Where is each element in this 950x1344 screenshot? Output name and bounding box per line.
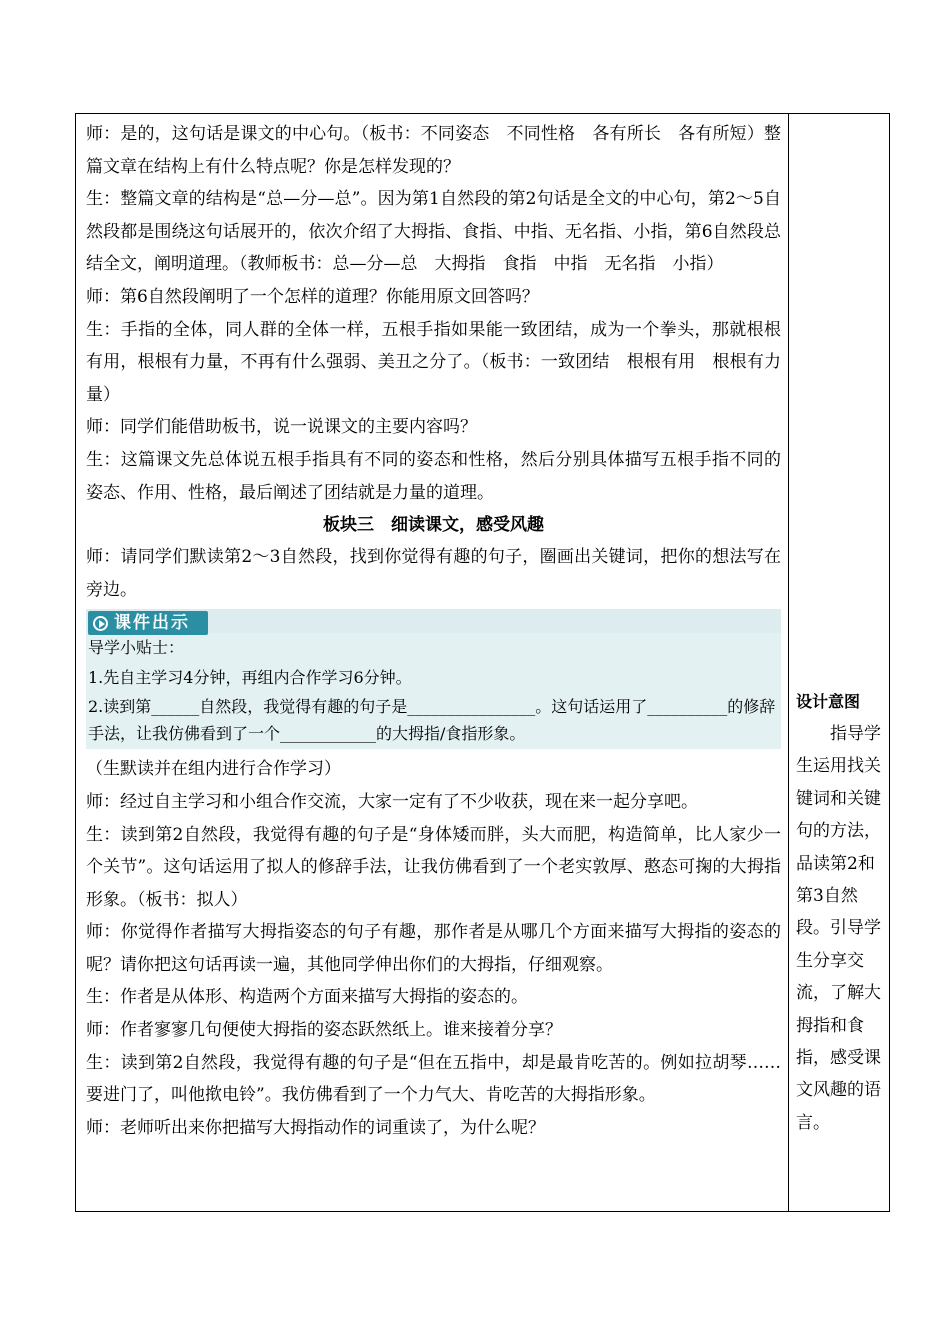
design-intent-text: 指导学生运用找关键词和关键句的方法，品读第2和第3自然段。引导学生分享交流，了解大拇指和食指，感受课文风趣的语言。 bbox=[796, 724, 881, 1133]
dialogue-line: 生：这篇课文先总体说五根手指具有不同的姿态和性格，然后分别具体描写五根手指不同的姿态、作用、性格，最后阐述了团结就是力量的道理。 bbox=[86, 449, 781, 503]
dialogue-line: 生：作者是从体形、构造两个方面来描写大拇指的姿态的。 bbox=[86, 987, 528, 1008]
courseware-tag bbox=[88, 611, 208, 635]
courseware-box bbox=[86, 609, 781, 749]
dialogue-line: 生：手指的全体，同人群的全体一样，五根手指如果能一致团结，成为一个拳头，那就根根有用，根根有力量，不再有什么强弱、美丑之分了。（板书：一致团结 根根有用 根根有力量） bbox=[86, 319, 781, 405]
dialogue-line: 师：你觉得作者描写大拇指姿态的句子有趣，那作者是从哪几个方面来描写大拇指的姿态的呢？请你把这句话再读一遍，其他同学伸出你们的大拇指，仔细观察。 bbox=[86, 922, 781, 975]
dialogue-line: 师：作者寥寥几句便使大拇指的姿态跃然纸上。谁来接着分享？ bbox=[86, 1020, 562, 1041]
dialogue-line: （生默读并在组内进行合作学习） bbox=[86, 759, 341, 780]
dialogue-line: 师：是的，这句话是课文的中心句。（板书：不同姿态 不同性格 各有所长 各有所短）整篇文章在结构上有什么特点呢？你是怎样发现的？ bbox=[86, 124, 781, 177]
design-intent-column bbox=[796, 686, 884, 1139]
instruction-line: 师：请同学们默读第2～3自然段，找到你觉得有趣的句子，圈画出关键词，把你的想法写在旁边。 bbox=[86, 547, 781, 600]
dialogue-line: 生：整篇文章的结构是“总—分—总”。因为第1自然段的第2句话是全文的中心句，第2～5自然段都是围绕这句话展开的，依次介绍了大拇指、食指、中指、无名指、小指，第6自然段总结全文，阐明道理。（教师板书：总—分—总 大拇指 食指 中指 无名指 小指） bbox=[86, 189, 781, 275]
dialogue-line: 生：读到第2自然段，我觉得有趣的句子是“但在五指中，却是最肯吃苦的。例如拉胡琴……要进门了，叫他揿电铃”。我仿佛看到了一个力气大、肯吃苦的大拇指形象。 bbox=[86, 1052, 781, 1106]
column-divider bbox=[788, 114, 789, 1211]
dialogue-line: 师：经过自主学习和小组合作交流，大家一定有了不少收获，现在来一起分享吧。 bbox=[86, 791, 698, 812]
tip-title: 导学小贴士： bbox=[88, 638, 185, 658]
design-intent-title: 设计意图 bbox=[796, 692, 861, 711]
tip-step-2: 2.读到第______自然段，我觉得有趣的句子是________________。这句话运用了__________的修辞手法，让我仿佛看到了一个____________的大拇指/食指形象。 bbox=[88, 697, 776, 744]
main-column bbox=[86, 118, 781, 1144]
lesson-plan-table bbox=[75, 113, 890, 1212]
courseware-tag-label: 课件出示 bbox=[114, 613, 190, 634]
tip-step-1: 1.先自主学习4分钟，再组内合作学习6分钟。 bbox=[88, 668, 412, 688]
courseware-header bbox=[86, 609, 781, 633]
dialogue-line: 师：同学们能借助板书，说一说课文的主要内容吗？ bbox=[86, 417, 477, 438]
dialogue-line: 师：老师听出来你把描写大拇指动作的词重读了，为什么呢？ bbox=[86, 1117, 545, 1138]
dialogue-line: 师：第6自然段阐明了一个怎样的道理？你能用原文回答吗？ bbox=[86, 286, 539, 307]
section-heading: 板块三 细读课文，感受风趣 bbox=[323, 515, 544, 536]
dialogue-line: 生：读到第2自然段，我觉得有趣的句子是“身体矮而胖，头大而肥，构造简单，比人家少一个关节”。这句话运用了拟人的修辞手法，让我仿佛看到了一个老实敦厚、憨态可掬的大拇指形象。（板书：拟人） bbox=[86, 824, 781, 910]
play-icon bbox=[93, 616, 108, 631]
